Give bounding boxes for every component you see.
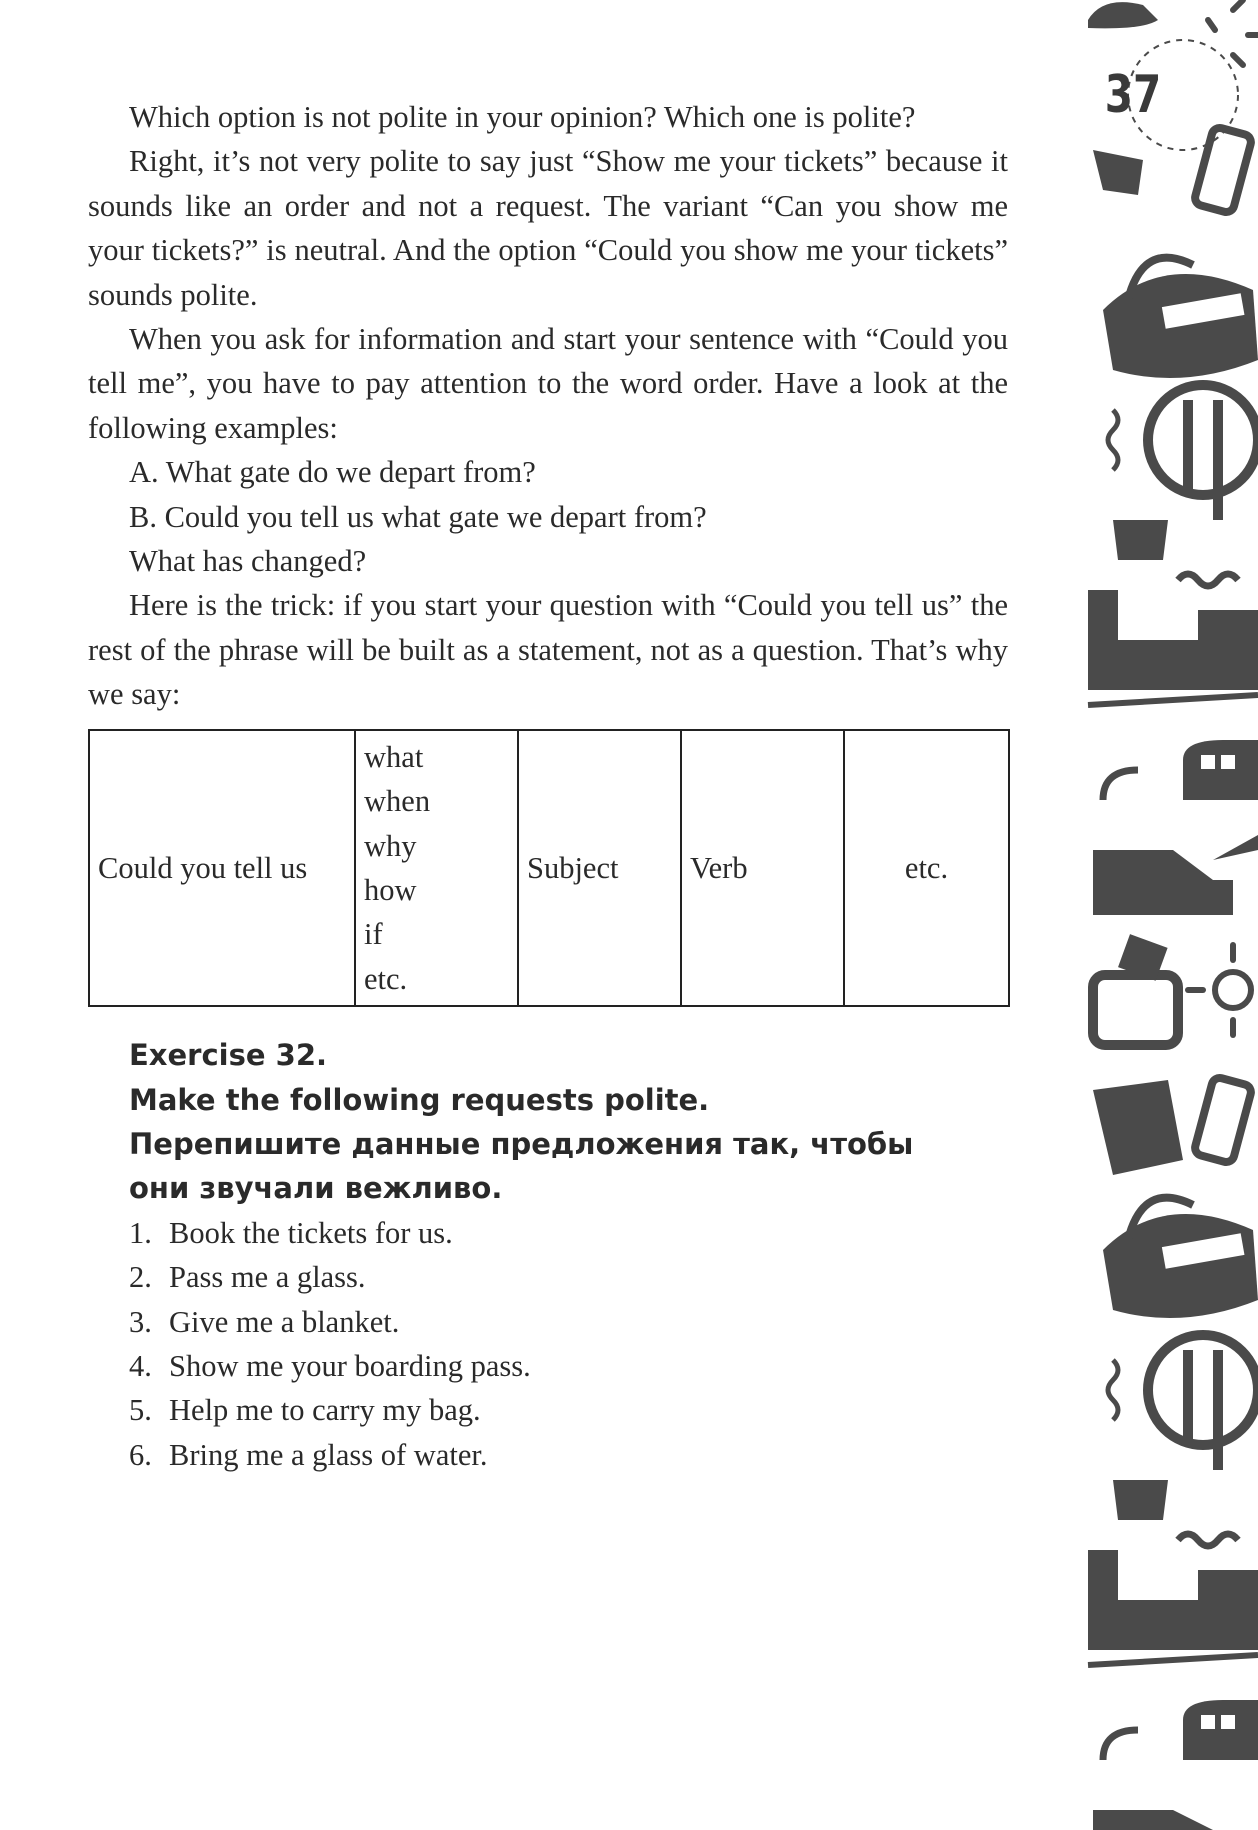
question-word: why	[364, 828, 417, 863]
exercise-instruction-ru: Перепишите данные предложения так, чтобы	[129, 1126, 914, 1161]
train-icon	[1183, 740, 1258, 800]
example-a: A. What gate do we depart from?	[129, 455, 536, 490]
sun-icon	[1188, 945, 1251, 1035]
question-word: if	[364, 917, 383, 952]
paragraph: Right, it’s not very polite to say just “Show me your tickets” because it sounds like an order and not a request. The variant “Can you show me your tickets?” is neutral. And the option “Could you show me your tickets” sounds polite.	[88, 144, 1008, 312]
sun-icon	[1208, 0, 1258, 65]
paragraph: What has changed?	[129, 544, 367, 579]
exercise-instruction-en: Make the following requests polite.	[129, 1082, 710, 1117]
question-word: how	[364, 872, 417, 907]
city-icon	[1088, 590, 1258, 690]
car-icon	[1093, 1810, 1213, 1830]
cup-icon	[1093, 150, 1143, 195]
list-item: 4. Show me your boarding pass.	[129, 1348, 531, 1383]
question-word: etc.	[364, 961, 408, 996]
question-word: when	[364, 784, 431, 819]
hook-icon	[1103, 770, 1138, 800]
wave-icon	[1178, 574, 1238, 586]
paragraph: Which option is not polite in your opinion? Which one is polite?	[129, 100, 916, 134]
table-cell-subject: Subject	[518, 730, 681, 1006]
table-cell-etc: etc.	[844, 730, 1009, 1006]
bag-icon	[1103, 258, 1258, 378]
exercise-instruction-ru: они звучали вежливо.	[129, 1171, 503, 1206]
wave-icon	[1178, 1534, 1238, 1546]
table-cell-phrase: Could you tell us	[89, 730, 355, 1006]
hat-icon	[1088, 2, 1158, 28]
list-item: 3. Give me a blanket.	[129, 1304, 400, 1339]
city-icon	[1088, 1550, 1258, 1650]
page-number: 37	[1104, 65, 1162, 125]
teacup-icon	[1113, 1480, 1168, 1520]
exercise-title: Exercise 32.	[129, 1038, 328, 1073]
example-b: B. Could you tell us what gate we depart from?	[129, 499, 707, 534]
word-order-table	[88, 729, 1010, 1007]
list-item: 1. Book the tickets for us.	[129, 1215, 453, 1250]
bag-icon	[1103, 1198, 1258, 1318]
paragraph: Here is the trick: if you start your question with “Could you tell us” the rest of the phrase will be built as a statement, not as a question. That’s why we say:	[88, 588, 1008, 712]
question-word: what	[364, 739, 424, 774]
list-item: 5. Help me to carry my bag.	[129, 1393, 481, 1428]
squiggle-icon	[1108, 1360, 1118, 1420]
travel-icons-strip	[1083, 0, 1258, 1830]
train-icon	[1183, 1700, 1258, 1760]
list-item: 2. Pass me a glass.	[129, 1260, 366, 1295]
list-item: 6. Bring me a glass of water.	[129, 1437, 488, 1472]
exercise-list	[88, 1211, 1008, 1477]
table-cell-question-words	[355, 730, 518, 1006]
car-icon	[1093, 850, 1233, 915]
hook-icon	[1103, 1730, 1138, 1760]
teacup-icon	[1113, 520, 1168, 560]
tv-icon	[1093, 934, 1178, 1045]
table-cell-verb: Verb	[681, 730, 844, 1006]
paragraph: When you ask for information and start your sentence with “Could you tell me”, you have to pay attention to the word order. Have a look at the following examples:	[88, 322, 1008, 445]
phone-icon	[1193, 126, 1252, 214]
table-row	[89, 730, 1009, 1006]
plane-icon	[1213, 835, 1258, 860]
squiggle-icon	[1108, 410, 1118, 470]
plate-cutlery-icon	[1148, 1335, 1258, 1470]
page-body	[88, 95, 1008, 1477]
passport-icon	[1093, 1080, 1183, 1175]
phone-icon	[1193, 1076, 1252, 1164]
plate-cutlery-icon	[1148, 385, 1258, 520]
